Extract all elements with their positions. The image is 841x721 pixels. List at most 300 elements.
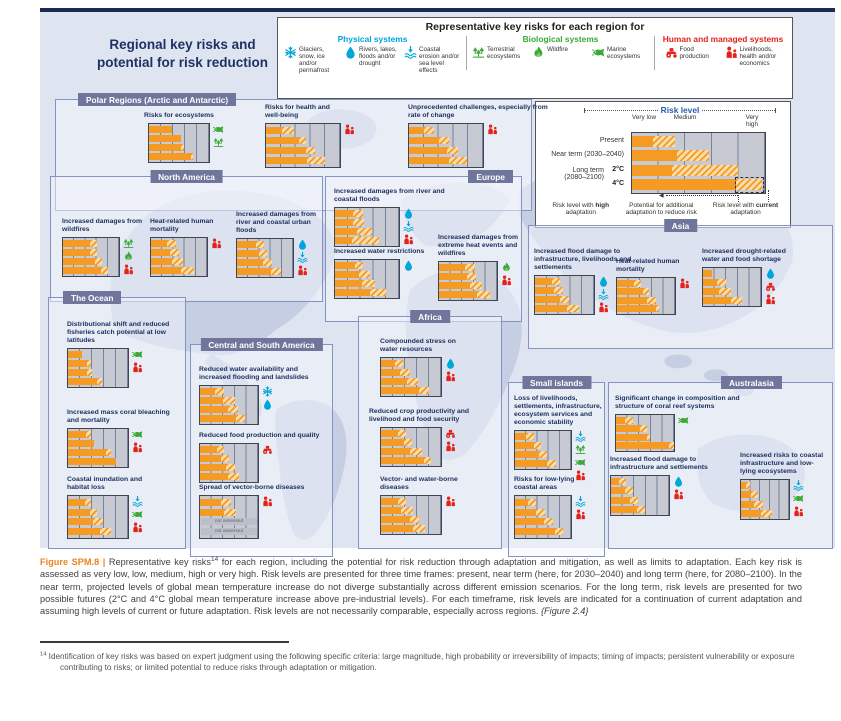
- region-badge: The Ocean: [63, 291, 121, 304]
- livelihoods-icon: [487, 124, 498, 135]
- bar-row: [741, 501, 789, 508]
- risk-chart: [265, 123, 341, 168]
- risk-icons: [575, 495, 586, 520]
- risk-icons: [132, 348, 143, 373]
- legend-item-label: Marine ecosystems: [607, 46, 641, 61]
- bar-row: [535, 296, 594, 303]
- coastal-icon: [575, 431, 586, 442]
- bar-row: [149, 135, 209, 142]
- bar-row: [535, 287, 594, 294]
- legend-item: [472, 46, 529, 60]
- bar-row: [617, 297, 675, 304]
- risk-chart: [334, 207, 400, 247]
- bar-row: [632, 150, 765, 161]
- legend-item-label: Terrestrial ecosystems: [487, 46, 521, 61]
- bar-row: [611, 506, 669, 513]
- bar-row: [741, 510, 789, 517]
- temp-label-2c: 2°C: [612, 165, 624, 173]
- rivers-icon: [598, 276, 609, 287]
- risk-icons: [344, 123, 355, 135]
- bar-row: [200, 509, 258, 516]
- livelihoods-icon: [445, 496, 456, 507]
- bar-row: [335, 280, 399, 287]
- livelihoods-icon: [765, 294, 776, 305]
- bar-row: [200, 455, 258, 462]
- legend-item: [665, 46, 722, 67]
- bar-row: [381, 448, 441, 455]
- risk-item: [702, 248, 820, 307]
- risk-label: Coastal inundation and habitat loss: [67, 476, 143, 492]
- risk-label: Significant change in composition and structure of coral reef systems: [615, 395, 740, 411]
- temp-label-4c: 4°C: [612, 180, 624, 188]
- risk-chart: [702, 267, 762, 307]
- bar-row: [535, 305, 594, 312]
- bar-row: [535, 278, 594, 285]
- marine-icon: [132, 509, 143, 520]
- livelihoods-icon: [132, 522, 143, 533]
- bar-row: [409, 127, 483, 134]
- bar-row: [381, 525, 441, 532]
- bar-row: [237, 259, 293, 266]
- region-badge: Africa: [410, 310, 450, 323]
- legend-group: [284, 34, 461, 74]
- bar-row: [515, 499, 571, 506]
- risk-item: [265, 104, 375, 168]
- bar-row: [200, 473, 258, 480]
- bar-row: [68, 369, 128, 376]
- livelihoods-icon: [679, 278, 690, 289]
- risk-icons: [793, 479, 804, 517]
- bar-row: [335, 219, 399, 226]
- glaciers-icon: [262, 386, 273, 397]
- risk-label: Heat-related human mortality: [150, 218, 214, 234]
- bar-row: [63, 258, 119, 265]
- additional-adaptation-box: [735, 177, 764, 193]
- legend-divider: [466, 36, 467, 70]
- risk-label: Unprecedented challenges, especially from rate of change: [408, 104, 548, 120]
- bar-row: [200, 499, 258, 506]
- risk-level-title: Risk level: [660, 105, 700, 115]
- coastal-icon: [598, 289, 609, 300]
- bar-row: [409, 137, 483, 144]
- bar-row: [335, 237, 399, 244]
- livelihoods-icon: [344, 124, 355, 135]
- bar-row: [68, 351, 128, 358]
- row-label-present: Present: [599, 136, 624, 144]
- risk-icons: [501, 261, 512, 286]
- bar-row: [515, 442, 571, 449]
- region-badge: North America: [150, 170, 223, 183]
- bar-row: [611, 497, 669, 504]
- bar-row: [237, 250, 293, 257]
- bar-row: [439, 282, 497, 289]
- livelihoods-icon: [793, 506, 804, 517]
- risk-icons: [403, 207, 414, 245]
- risk-item: [369, 408, 529, 467]
- bar-row: [68, 360, 128, 367]
- risk-item: [199, 484, 363, 539]
- figure-spm8: [40, 8, 835, 548]
- risk-label: Heat-related human mortality: [616, 258, 680, 274]
- legend-group: [660, 34, 786, 74]
- bar-row: [63, 267, 119, 274]
- bar-row: [611, 478, 669, 485]
- livelihoods-icon: [445, 441, 456, 452]
- marine-icon: [132, 429, 143, 440]
- scale-tick: Medium: [673, 114, 697, 121]
- legend-item-label: Wildfire: [547, 46, 568, 53]
- region-badge: Central and South America: [200, 338, 322, 351]
- legend-group-title: Physical systems: [337, 34, 408, 44]
- row-label-near-term: Near term (2030–2040): [551, 151, 624, 159]
- legend-item-label: Livelihoods, health and/or economics: [739, 46, 777, 68]
- risk-icons: [765, 267, 776, 305]
- risk-label: Distributional shift and reduced fisheries catch potential at low latitudes: [67, 321, 170, 345]
- rivers-icon: [403, 208, 414, 219]
- risk-item: [110, 112, 278, 163]
- risk-chart: [199, 385, 259, 425]
- livelihoods-icon: [575, 509, 586, 520]
- bar-row: [381, 507, 441, 514]
- region-badge: Asia: [664, 219, 698, 232]
- rivers-icon: [673, 476, 684, 487]
- risk-chart: [67, 348, 129, 388]
- dotted-connector: [768, 190, 769, 202]
- risk-icons: [262, 443, 273, 455]
- legend-item-label: Rivers, lakes, floods and/or drought: [359, 46, 397, 68]
- risk-label: Increased flood damage to infrastructure, livelihoods and settlements: [534, 248, 632, 272]
- bar-row: [68, 518, 128, 525]
- risk-label: Increased damages from extreme heat events and wildfires: [438, 234, 519, 258]
- risk-label: Reduced water availability and increased flooding and landslides: [199, 366, 309, 382]
- bar-row: [381, 457, 441, 464]
- coastal-icon: [297, 252, 308, 263]
- caption-reference: {Figure 2.4}: [540, 606, 589, 617]
- risk-chart: [534, 275, 595, 315]
- risk-item: [199, 366, 361, 425]
- risk-label: Increased damages from river and coastal floods: [334, 188, 445, 204]
- bar-row: [381, 430, 441, 437]
- bar-row: [68, 499, 128, 506]
- legend-divider: [654, 36, 655, 70]
- arrow-left-icon: ◀: [659, 192, 664, 199]
- bar-row: [151, 240, 207, 247]
- row-label-long-term: Long term (2080–2100): [564, 166, 604, 181]
- wildfire-icon: [123, 251, 134, 262]
- bar-row: [68, 449, 128, 456]
- risk-chart: [62, 237, 120, 277]
- livelihoods-icon: [403, 234, 414, 245]
- risk-icons: [123, 237, 134, 275]
- risk-icons: [213, 123, 224, 148]
- bar-row: [237, 241, 293, 248]
- risk-icons: [403, 259, 414, 271]
- bar-row: [63, 240, 119, 247]
- risk-label: Risks for low-lying coastal areas: [514, 476, 575, 492]
- bar-row: [68, 378, 128, 385]
- bar-row: [266, 127, 340, 134]
- scale-tick: Very high: [745, 114, 759, 128]
- region-badge: Small islands: [522, 376, 591, 389]
- terrestrial-icon: [123, 238, 134, 249]
- marine-icon: [132, 349, 143, 360]
- risk-chart: [148, 123, 210, 163]
- rivers-icon: [403, 260, 414, 271]
- risk-item: [408, 104, 578, 168]
- bar-row: [68, 431, 128, 438]
- livelihoods-icon: [725, 46, 738, 59]
- scale-annotation: Risk level with current adaptation: [712, 202, 779, 217]
- bar-row: [617, 288, 675, 295]
- risk-icons: [673, 475, 684, 500]
- figure-caption: Figure SPM.8 | Representative key risks$^{14}$ for each region, including the potential for risk reduction through adaptation and mitigation, as well as limits to adaptation. Each key risk is assessed as very low, low, medium, high or very high. Risk levels are presented for three time frames: present, near term (here, for 2030–2040) and long term (here, for 2080–2100). In the near term, projected levels of global mean temperature increase do not diverge substantially across different emission scenarios. For the long term, risk levels are presented for two possible futures (2°C and 4°C global mean temperature increase above pre-industrial levels). For each timeframe, risk levels are indicated for a continuation of current adaptation and assuming high levels of current or future adaptation. Risk levels are not necessarily comparable, especially across regions. {Figure 2.4}: [40, 556, 802, 617]
- terrestrial-icon: [472, 46, 485, 59]
- risk-icons: [487, 123, 498, 135]
- bar-row: [439, 273, 497, 280]
- bar-row: [703, 270, 761, 277]
- bar-row: [741, 482, 789, 489]
- bar-row: [632, 136, 765, 147]
- bar-row: [515, 433, 571, 440]
- glaciers-icon: [284, 46, 297, 59]
- risk-icons: [445, 427, 456, 452]
- dotted-connector: [738, 195, 739, 202]
- bar-row: [381, 369, 441, 376]
- terrestrial-icon: [575, 444, 586, 455]
- rivers-icon: [297, 239, 308, 250]
- livelihoods-icon: [598, 302, 609, 313]
- rivers-icon: [344, 46, 357, 59]
- bar-row: [515, 528, 571, 535]
- bar-row: [409, 147, 483, 154]
- marine-icon: [213, 124, 224, 135]
- risk-icons: [262, 495, 273, 507]
- legend-item: [532, 46, 589, 60]
- bar-row: [200, 388, 258, 395]
- risk-icons: [262, 385, 273, 410]
- legend-item: [284, 46, 341, 74]
- risk-label: Vector- and water-borne diseases: [380, 476, 458, 492]
- scale-annotations: [542, 202, 788, 216]
- bar-row: [439, 291, 497, 298]
- coastal-icon: [132, 496, 143, 507]
- livelihoods-icon: [501, 275, 512, 286]
- risk-label: Compounded stress on water resources: [380, 338, 456, 354]
- food-icon: [445, 428, 456, 439]
- livelihoods-icon: [132, 362, 143, 373]
- risk-item: [199, 432, 363, 483]
- bar-row: [381, 378, 441, 385]
- risk-item: [67, 476, 192, 539]
- risk-label: Risks for ecosystems: [144, 112, 214, 119]
- bar-row: [703, 279, 761, 286]
- scale-annotation: Potential for additional adaptation to reduce risk: [625, 202, 697, 217]
- bar-row: not assessed: [201, 518, 257, 525]
- legend-item-label: Food production: [679, 46, 709, 61]
- legend-group-title: Human and managed systems: [662, 34, 784, 44]
- risk-item: [610, 456, 740, 516]
- risk-chart: [380, 427, 442, 467]
- risk-icons: [598, 275, 609, 313]
- risk-icons: [211, 237, 222, 249]
- terrestrial-icon: [213, 137, 224, 148]
- risk-item: [380, 338, 505, 397]
- food-icon: [262, 444, 273, 455]
- bar-row: [616, 434, 674, 441]
- coastal-icon: [403, 221, 414, 232]
- caption-label: Figure SPM.8 |: [40, 557, 106, 568]
- risk-icons: [445, 495, 456, 507]
- risk-label: Increased drought-related water and food shortage: [702, 248, 786, 264]
- risk-chart: [67, 428, 129, 468]
- risk-label: Increased flood damage to infrastructure and settlements: [610, 456, 708, 472]
- region-badge: Europe: [468, 170, 513, 183]
- bar-row: [409, 157, 483, 164]
- bar-row: [703, 297, 761, 304]
- bar-row: [335, 210, 399, 217]
- bar-row: [335, 271, 399, 278]
- risk-label: Spread of vector-borne diseases: [199, 484, 305, 491]
- risk-label: Reduced food production and quality: [199, 432, 320, 439]
- risk-icons: [132, 428, 143, 453]
- legend-item: [404, 46, 461, 74]
- bar-row: [151, 267, 207, 274]
- legend-item-label: Glaciers, snow, ice and/or permafrost: [299, 46, 330, 75]
- bar-row: [515, 451, 571, 458]
- dotted-connector: [666, 195, 738, 196]
- bar-row: [611, 487, 669, 494]
- bar-row: [335, 262, 399, 269]
- risk-label: Reduced crop productivity and livelihood and food security: [369, 408, 470, 424]
- bar-row: [68, 440, 128, 447]
- livelihoods-icon: [445, 371, 456, 382]
- bar-row: [266, 147, 340, 154]
- bar-row: [149, 126, 209, 133]
- bar-row: [68, 458, 128, 465]
- legend-title: Representative key risks for each region for: [425, 21, 645, 33]
- bar-row: [617, 305, 675, 312]
- risk-icons: [445, 357, 456, 382]
- bar-row: [68, 509, 128, 516]
- wildfire-icon: [532, 46, 545, 59]
- region-badge: Polar Regions (Arctic and Antarctic): [78, 93, 236, 106]
- bar-row: [616, 442, 674, 449]
- bar-row: [515, 460, 571, 467]
- legend-item-label: Coastal erosion and/or sea level effects: [419, 46, 460, 75]
- legend-item: [592, 46, 649, 60]
- risk-item: [380, 476, 495, 535]
- key-risks-legend: [277, 17, 793, 99]
- bar-row: [200, 406, 258, 413]
- risk-chart: [615, 414, 675, 452]
- bar-row: [151, 249, 207, 256]
- risk-chart: [514, 495, 572, 539]
- bar-row: [63, 249, 119, 256]
- bar-row: [381, 516, 441, 523]
- risk-chart: [380, 495, 442, 535]
- region-badge: Australasia: [721, 376, 782, 389]
- bar-row: [237, 268, 293, 275]
- risk-icons: [575, 430, 586, 481]
- bar-row: [439, 264, 497, 271]
- wildfire-icon: [501, 262, 512, 273]
- livelihoods-icon: [132, 442, 143, 453]
- bar-row: [68, 528, 128, 535]
- bar-row: [703, 288, 761, 295]
- bar-row: [381, 360, 441, 367]
- risk-label: Increased damages from river and coastal urban floods: [236, 211, 317, 235]
- bar-row: [335, 228, 399, 235]
- bar-row: [381, 498, 441, 505]
- bar-row: [632, 165, 765, 176]
- bar-row: [149, 144, 209, 151]
- risk-icons: [678, 414, 689, 426]
- scale-tick: Very low: [631, 114, 657, 121]
- bar-row: [741, 491, 789, 498]
- bar-row: [266, 137, 340, 144]
- livelihoods-icon: [123, 264, 134, 275]
- risk-chart: [380, 357, 442, 397]
- marine-icon: [793, 493, 804, 504]
- footnote: $^{14}$ Identification of key risks was based on expert judgment using the following specific criteria: large magnitude, high probability or irreversibility of impacts; timing of impacts; persistent vulnerability or exposure contributing to risks; or limited potential to reduce risks through adaptation or mitigation.: [40, 651, 795, 673]
- livelihoods-icon: [262, 496, 273, 507]
- risk-icons: [132, 495, 143, 533]
- bar-row: [616, 417, 674, 424]
- risk-chart: [199, 495, 259, 539]
- risk-label: Risks for health and well-being: [265, 104, 330, 120]
- rivers-icon: [765, 268, 776, 279]
- risk-chart: [67, 495, 129, 539]
- bar-row: [151, 258, 207, 265]
- bar-row: [200, 446, 258, 453]
- risk-chart: [610, 475, 670, 516]
- risk-icons: [297, 238, 308, 276]
- bar-row: [266, 157, 340, 164]
- risk-item: [67, 321, 207, 388]
- livelihoods-icon: [211, 238, 222, 249]
- food-icon: [665, 46, 678, 59]
- marine-icon: [592, 46, 605, 59]
- livelihoods-icon: [673, 489, 684, 500]
- risk-chart: [150, 237, 208, 277]
- bar-row: [200, 415, 258, 422]
- bar-row: [381, 439, 441, 446]
- rivers-icon: [445, 358, 456, 369]
- bar-row: [200, 397, 258, 404]
- risk-chart: [334, 259, 400, 299]
- food-icon: [765, 281, 776, 292]
- risk-item: [67, 409, 205, 468]
- bar-row: [515, 509, 571, 516]
- risk-label: Loss of livelihoods, settlements, infrastructure, ecosystem services and economic stability: [514, 395, 602, 427]
- legend-group: [472, 34, 649, 74]
- scale-annotation: Risk level with high adaptation: [552, 202, 610, 217]
- risk-item: [740, 452, 841, 520]
- risk-chart: [236, 238, 294, 278]
- rivers-icon: [262, 399, 273, 410]
- bar-row: [617, 280, 675, 287]
- risk-chart: [514, 430, 572, 470]
- risk-label: Increased water restrictions: [334, 248, 425, 255]
- risk-chart: [408, 123, 484, 168]
- risk-chart: [199, 443, 259, 483]
- coastal-icon: [404, 46, 417, 59]
- legend-item: [725, 46, 782, 67]
- risk-label: Increased damages from wildfires: [62, 218, 143, 234]
- risk-item: [514, 476, 614, 539]
- coastal-icon: [575, 496, 586, 507]
- bar-row: [381, 387, 441, 394]
